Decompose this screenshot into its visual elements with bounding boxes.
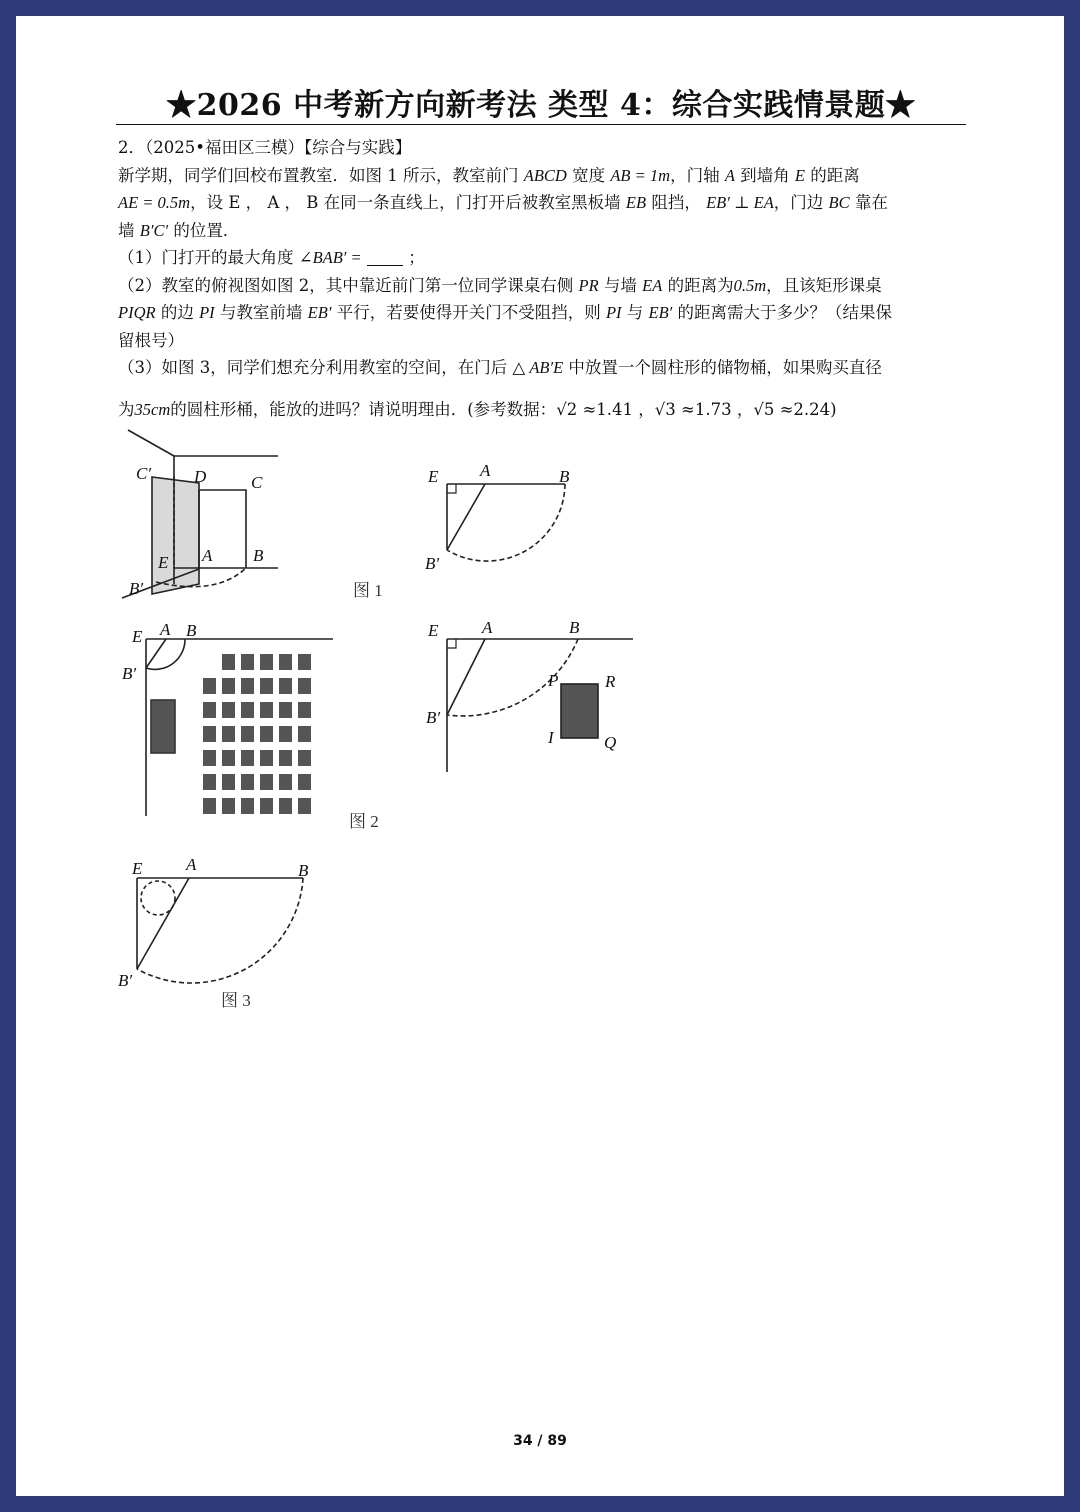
intro-math: ABCD <box>523 165 567 185</box>
label-Bprime: B′ <box>426 708 441 727</box>
q2-math: PI <box>605 303 622 322</box>
page-title: ★2026 中考新方向新考法 类型 4：综合实践情景题★ <box>166 88 916 123</box>
student-desk <box>298 798 311 814</box>
student-desk <box>241 678 254 694</box>
student-desk <box>222 750 235 766</box>
student-desk <box>203 750 216 766</box>
student-desk <box>203 798 216 814</box>
q2-text: 平行，若要使得开关门不受阻挡，则 <box>336 303 601 322</box>
label-E: E <box>132 859 143 878</box>
student-desk <box>279 726 292 742</box>
figure-3-labels <box>118 855 309 990</box>
student-desk <box>298 654 311 670</box>
label-E: E <box>158 553 169 572</box>
door-line <box>146 639 166 668</box>
student-desk <box>279 702 292 718</box>
label-A: A <box>482 618 493 637</box>
student-desk <box>260 702 273 718</box>
intro-math: A <box>724 165 735 185</box>
label-C: C <box>251 473 263 492</box>
q2-text: 与 <box>626 303 644 322</box>
door-ABprime <box>447 484 485 550</box>
door-ABprime <box>447 639 485 715</box>
student-desk <box>298 702 311 718</box>
label-A: A <box>160 620 171 639</box>
desk-PIQR <box>561 684 598 738</box>
student-desk <box>260 798 273 814</box>
intro-text: ，门轴 <box>670 165 720 185</box>
q1-label: （1）门打开的最大角度 <box>118 248 294 267</box>
q2-math: 0.5m <box>733 275 767 295</box>
student-desk <box>260 774 273 790</box>
student-desk <box>241 702 254 718</box>
document-page <box>16 16 1064 1496</box>
q2-text: 的距离需大于多少？（结果保 <box>677 303 893 322</box>
student-desk <box>298 774 311 790</box>
q2-text: 的边 <box>160 303 194 322</box>
swing-arc <box>137 878 303 983</box>
intro-math: EB′ ⊥ EA <box>706 193 774 212</box>
student-desk <box>241 774 254 790</box>
label-B: B <box>298 861 309 880</box>
label-Bprime: B′ <box>129 579 144 598</box>
label-Q: Q <box>604 733 617 752</box>
label-A: A <box>186 855 197 874</box>
student-desk <box>260 726 273 742</box>
desk-grid <box>203 654 311 814</box>
student-desk <box>298 750 311 766</box>
student-desk <box>279 678 292 694</box>
intro-math: EB <box>625 193 647 212</box>
figure-2-desk-diagram <box>447 639 633 772</box>
problem-source: （2025•福田区三模） <box>145 138 304 157</box>
q2-math: PI <box>199 303 215 322</box>
student-desk <box>298 726 311 742</box>
q2-math: PR <box>578 275 599 295</box>
q2-math: EB′ <box>307 303 332 322</box>
student-desk <box>222 678 235 694</box>
opened-door <box>152 477 199 594</box>
right-angle-mark <box>447 639 456 648</box>
student-desk <box>203 678 216 694</box>
student-desk <box>203 774 216 790</box>
figure-2-classroom-labels <box>122 620 197 683</box>
reference-values: √2 ≈1.41 ，√3 ≈1.73 ，√5 ≈2.24) <box>556 399 837 419</box>
q3-text: 的圆柱形桶，能放的进吗？请说明理由．(参考数据： <box>170 399 557 419</box>
label-A: A <box>202 546 213 565</box>
label-A: A <box>480 461 491 480</box>
label-Cprime: C′ <box>136 464 152 483</box>
student-desk <box>260 654 273 670</box>
intro-math: E <box>794 165 805 185</box>
label-E: E <box>428 621 439 640</box>
intro-math: BC <box>828 193 850 212</box>
q2-text: （2）教室的俯视图如图 2，其中靠近前门第一位同学课桌右侧 <box>118 275 574 295</box>
student-desk <box>222 702 235 718</box>
label-I: I <box>548 728 554 747</box>
intro-text: 阻挡， <box>651 193 701 212</box>
student-desk <box>298 678 311 694</box>
problem-tag: 【综合与实践】 <box>303 138 412 157</box>
q2-text: 与教室前墙 <box>219 303 303 322</box>
label-D: D <box>194 467 207 486</box>
label-B: B <box>186 621 197 640</box>
figure-1-perspective <box>122 430 278 598</box>
student-desk <box>222 774 235 790</box>
q2-text: 的距离为 <box>667 275 734 295</box>
label-P: P <box>548 671 559 690</box>
student-desk <box>203 726 216 742</box>
intro-math: AB = 1m <box>610 165 671 185</box>
figures-canvas <box>16 16 1064 1016</box>
q3-math: 35cm <box>134 399 171 419</box>
door-ABprime <box>137 878 189 969</box>
page-number: 34 / 89 <box>513 1433 567 1449</box>
intro-math: B′C′ <box>139 220 169 240</box>
label-B: B <box>559 467 570 486</box>
student-desk <box>241 726 254 742</box>
swing-arc <box>447 484 565 561</box>
student-desk <box>279 750 292 766</box>
wall-top-line <box>128 430 174 456</box>
student-desk <box>279 654 292 670</box>
label-Bprime: B′ <box>118 971 133 990</box>
student-desk <box>260 678 273 694</box>
label-Bprime: B′ <box>122 664 137 683</box>
door-arc <box>146 639 185 669</box>
right-angle-mark <box>447 484 456 493</box>
q3-math: △ AB′E <box>512 358 564 377</box>
student-desk <box>279 798 292 814</box>
figure-2-caption: 图 2 <box>349 812 379 831</box>
label-R: R <box>605 672 616 691</box>
label-E: E <box>132 627 143 646</box>
label-E: E <box>428 467 439 486</box>
label-B: B <box>253 546 264 565</box>
figure-3-caption: 图 3 <box>221 991 251 1010</box>
q2-math: EA <box>642 275 663 295</box>
q1-end: ； <box>408 248 425 267</box>
label-B: B <box>569 618 580 637</box>
intro-math: AE = 0.5m <box>118 193 191 212</box>
intro-text: 墙 <box>118 220 135 240</box>
q3-text: 为 <box>118 399 135 419</box>
student-desk <box>241 654 254 670</box>
student-desk <box>222 726 235 742</box>
q2-text: 与墙 <box>603 275 637 295</box>
q2-math: EB′ <box>648 303 673 322</box>
student-desk <box>203 702 216 718</box>
student-desk <box>222 654 235 670</box>
problem-number: 2． <box>118 138 145 157</box>
student-desk <box>222 798 235 814</box>
intro-text: 的位置． <box>173 220 240 240</box>
teacher-desk <box>151 700 175 753</box>
q2-math: PIQR <box>118 303 156 322</box>
intro-text: 新学期，同学们回校布置教室．如图 1 所示，教室前门 <box>118 165 519 185</box>
q2-text: ，且该矩形课桌 <box>766 275 882 295</box>
q3-text: 中放置一个圆柱形的储物桶，如果购买直径 <box>568 358 882 377</box>
intro-text: ，设 E ， A ， B 在同一条直线上，门打开后被教室黑板墙 <box>190 193 621 212</box>
label-Bprime: B′ <box>425 554 440 573</box>
intro-text: 的距离 <box>810 165 860 185</box>
student-desk <box>260 750 273 766</box>
q2-text: 留根号） <box>118 330 184 350</box>
intro-text: ，门边 <box>773 193 824 212</box>
intro-text: 靠在 <box>854 193 888 212</box>
figure-3-diagram <box>137 878 303 983</box>
figure-1-topview <box>447 484 565 561</box>
student-desk <box>279 774 292 790</box>
figure-1-caption: 图 1 <box>353 581 383 600</box>
q3-text: （3）如图 3，同学们想充分利用教室的空间，在门后 <box>118 358 508 377</box>
student-desk <box>241 798 254 814</box>
intro-text: 到墙角 <box>740 165 790 185</box>
intro-text: 宽度 <box>572 165 606 185</box>
q1-angle: ∠BAB′ = <box>298 248 362 267</box>
student-desk <box>241 750 254 766</box>
